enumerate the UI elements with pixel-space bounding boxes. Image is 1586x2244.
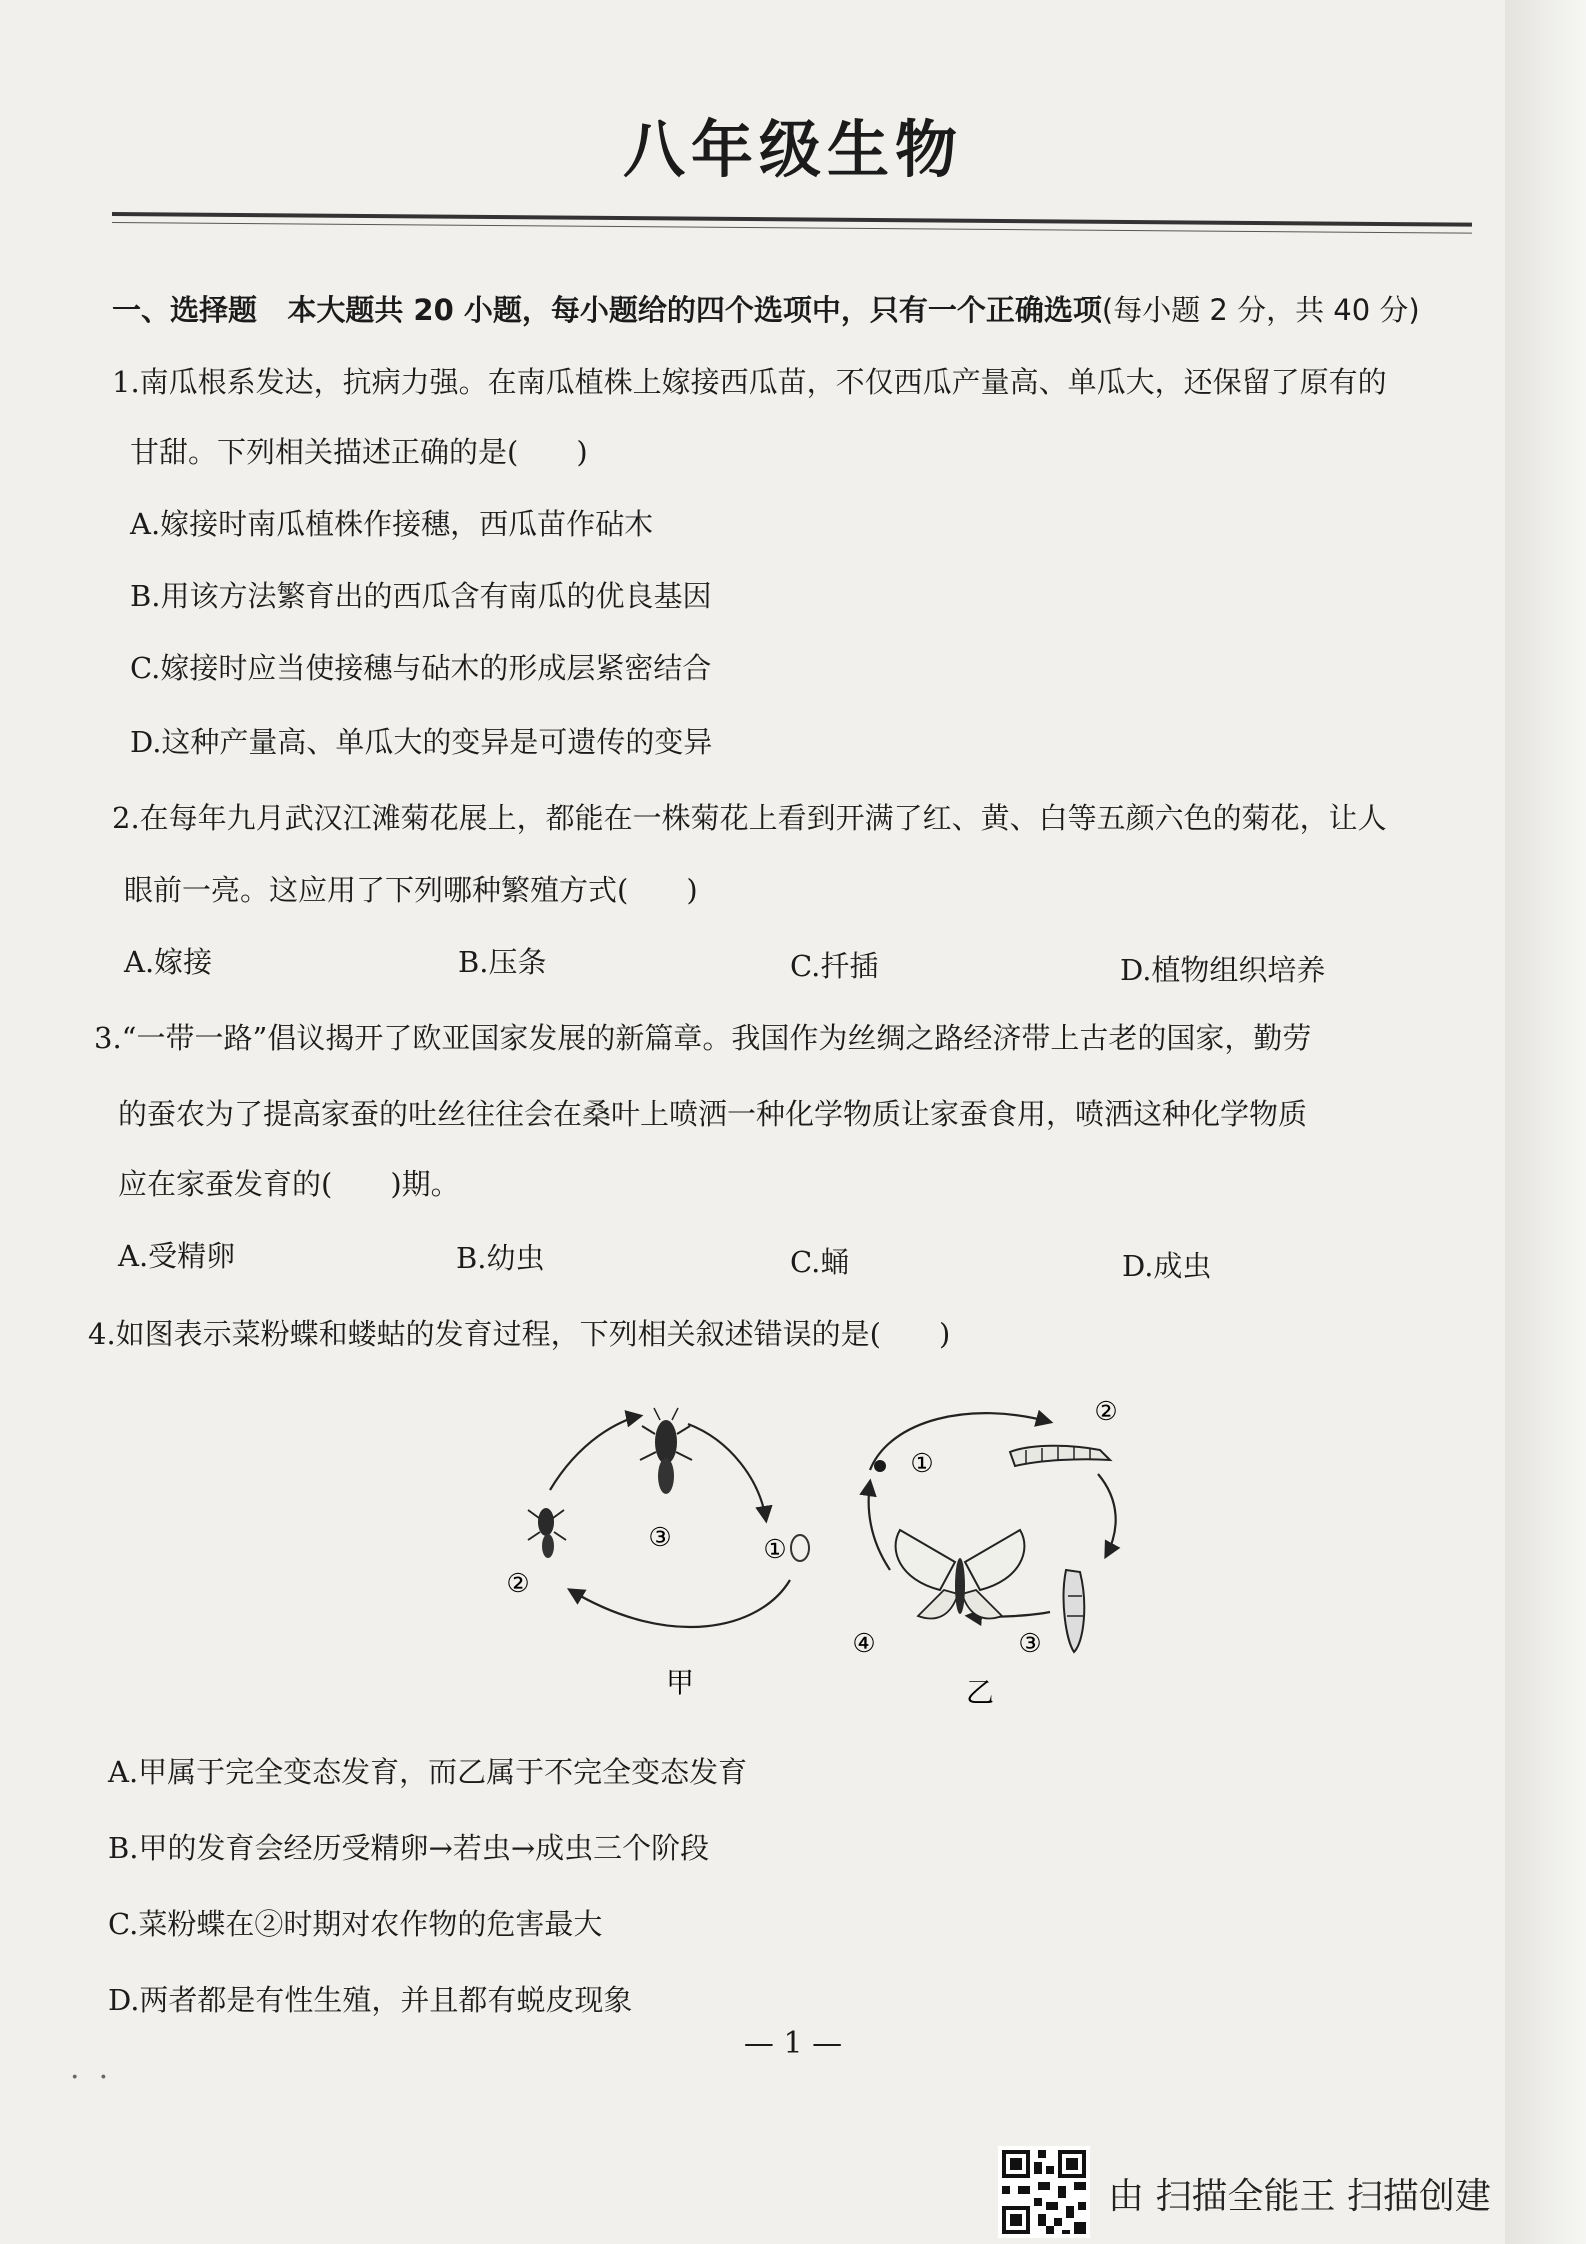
diagram-label-yi: 乙	[965, 1676, 995, 1709]
butterfly-egg-icon	[874, 1460, 886, 1472]
q2-option-b: B.压条	[458, 945, 547, 979]
q4-option-d: D.两者都是有性生殖，并且都有蜕皮现象	[108, 1983, 633, 2017]
q2-option-c: C.扦插	[790, 949, 879, 983]
page-edge-shadow	[1505, 0, 1586, 2244]
yi-stage-label-2: ②	[1094, 1397, 1118, 1427]
q1-option-d: D.这种产量高、单瓜大的变异是可遗传的变异	[130, 725, 713, 759]
q4-option-c: C.菜粉蝶在②时期对农作物的危害最大	[108, 1907, 603, 1941]
mole-cricket-adult-icon	[640, 1408, 692, 1494]
yi-arrow-4-to-1	[869, 1482, 890, 1570]
q3-option-b: B.幼虫	[456, 1241, 545, 1275]
q4-option-a: A.甲属于完全变态发育，而乙属于不完全变态发育	[108, 1755, 748, 1789]
q1-stem-line-1: 1.南瓜根系发达，抗病力强。在南瓜植株上嫁接西瓜苗，不仅西瓜产量高、单瓜大，还保留了原有的	[112, 365, 1387, 399]
butterfly-adult-icon	[896, 1530, 1025, 1619]
yi-stage-label-1: ①	[910, 1449, 934, 1479]
scan-specks: · ·	[70, 2060, 109, 2095]
q2-option-a: A.嫁接	[124, 945, 213, 979]
mole-cricket-nymph-icon	[528, 1508, 566, 1558]
scanner-stamp: 由 扫描全能王 扫描创建	[1108, 2176, 1491, 2217]
jia-arrow-3-to-1	[688, 1424, 766, 1520]
q1-option-c: C.嫁接时应当使接穗与砧木的形成层紧密结合	[130, 651, 712, 685]
section-score: (每小题 2 分，共 40 分)	[1101, 293, 1420, 327]
q3-option-d: D.成虫	[1122, 1249, 1212, 1283]
page-title: 八年级生物	[622, 113, 963, 186]
mole-cricket-egg-icon	[791, 1535, 809, 1561]
q3-stem-line-2: 的蚕农为了提高家蚕的吐丝往往会在桑叶上喷洒一种化学物质让家蚕食用，喷洒这种化学物质	[118, 1097, 1308, 1131]
jia-arrow-1-to-2	[570, 1580, 790, 1627]
jia-stage-label-2: ②	[506, 1569, 530, 1599]
q3-option-c: C.蛹	[790, 1245, 850, 1279]
page-number: — 1 —	[743, 2026, 843, 2061]
qr-code-icon	[998, 2146, 1090, 2238]
yi-stage-label-4: ④	[852, 1629, 876, 1659]
q3-stem-line-1: 3.“一带一路”倡议揭开了欧亚国家发展的新篇章。我国作为丝绸之路经济带上古老的国家，勤劳	[94, 1021, 1312, 1055]
section-heading: 一、选择题	[112, 293, 258, 327]
jia-stage-label-3: ③	[648, 1523, 672, 1553]
q3-option-a: A.受精卵	[118, 1239, 236, 1273]
q1-option-b: B.用该方法繁育出的西瓜含有南瓜的优良基因	[130, 579, 712, 613]
q1-option-a: A.嫁接时南瓜植株作接穗，西瓜苗作砧木	[130, 507, 654, 541]
yi-arrow-2-to-3	[1098, 1474, 1116, 1556]
diagram-yi	[852, 1397, 1117, 1709]
life-cycle-figure	[470, 1380, 1150, 1710]
q4-option-b: B.甲的发育会经历受精卵→若虫→成虫三个阶段	[108, 1831, 710, 1865]
yi-stage-label-3: ③	[1018, 1629, 1042, 1659]
diagram-label-jia: 甲	[665, 1666, 695, 1699]
diagram-jia	[506, 1408, 809, 1699]
q2-option-d: D.植物组织培养	[1120, 953, 1326, 987]
q3-stem-line-3: 应在家蚕发育的( )期。	[118, 1167, 460, 1201]
jia-arrow-2-to-3	[550, 1416, 640, 1490]
section-description: 本大题共 20 小题，每小题给的四个选项中，只有一个正确选项	[287, 293, 1102, 327]
q2-stem-line-2: 眼前一亮。这应用了下列哪种繁殖方式( )	[124, 873, 698, 907]
caterpillar-icon	[1010, 1446, 1110, 1466]
q1-stem-line-2: 甘甜。下列相关描述正确的是( )	[130, 435, 588, 469]
jia-stage-label-1: ①	[763, 1535, 787, 1565]
pupa-icon	[1064, 1570, 1085, 1652]
q4-stem-line-1: 4.如图表示菜粉蝶和蝼蛄的发育过程，下列相关叙述错误的是( )	[88, 1317, 951, 1351]
section-header	[112, 288, 1492, 329]
q2-stem-line-1: 2.在每年九月武汉江滩菊花展上，都能在一株菊花上看到开满了红、黄、白等五颜六色的菊花，让人	[112, 801, 1387, 835]
